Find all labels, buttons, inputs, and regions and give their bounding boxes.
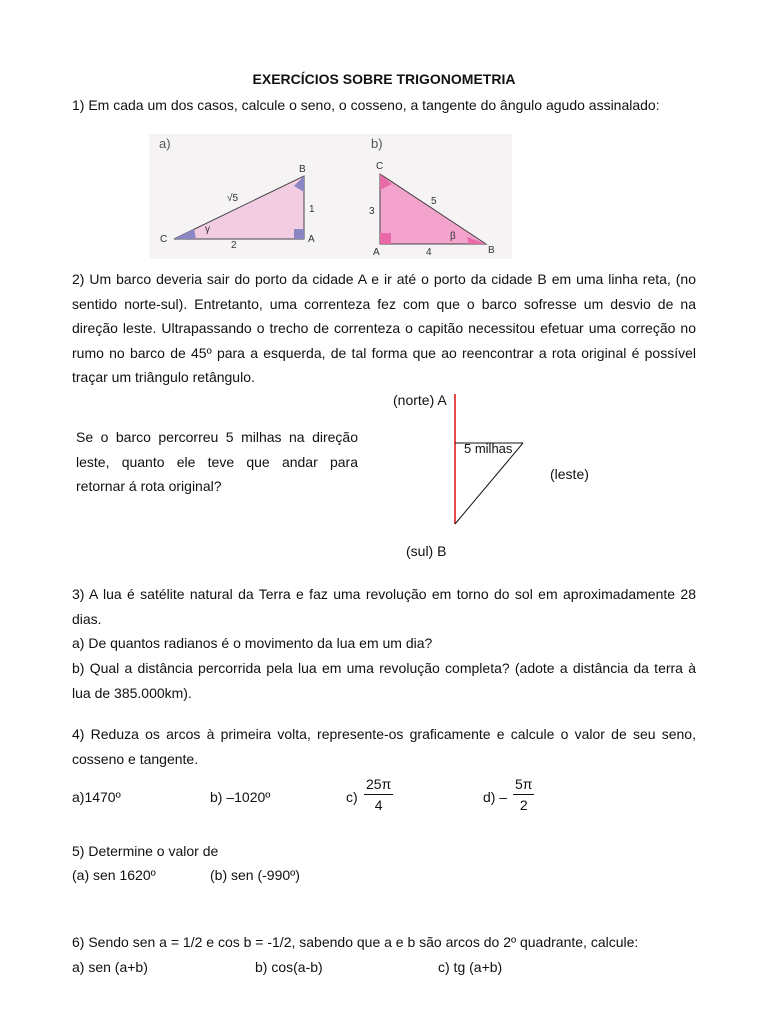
fig-a-vertex-c: C bbox=[160, 234, 168, 245]
question-2-prompt: Se o barco percorreu 5 milhas na direção leste, quanto ele teve que andar para retornar á rota original? bbox=[76, 429, 358, 494]
page-title: EXERCÍCIOS SOBRE TRIGONOMETRIA bbox=[252, 71, 516, 87]
question-5a: (a) sen 1620º bbox=[72, 867, 156, 883]
fraction-c-denominator: 4 bbox=[374, 797, 383, 813]
diagram-north-label: (norte) A bbox=[393, 392, 447, 408]
fraction-25pi-over-4 bbox=[364, 776, 393, 813]
question-3-intro: 3) A lua é satélite natural da Terra e faz uma revolução em torno do sol em aproximadamente 28 dias. bbox=[72, 586, 696, 627]
fraction-d-numerator: 5π bbox=[513, 776, 534, 795]
question-4d-label: d) – bbox=[483, 789, 508, 805]
fig-b-side-base: 4 bbox=[426, 247, 432, 258]
question-4b: b) –1020º bbox=[210, 789, 271, 805]
fig-b-hyp: 5 bbox=[431, 196, 437, 207]
angle-gamma-mark bbox=[174, 229, 196, 239]
fig-b-vertex-c: C bbox=[376, 161, 384, 172]
triangles-svg bbox=[149, 134, 512, 259]
diagram-east-label: (leste) bbox=[550, 466, 589, 482]
question-4a: a)1470º bbox=[72, 789, 121, 805]
question-5-text: 5) Determine o valor de bbox=[72, 843, 219, 859]
diagram-miles-label: 5 milhas bbox=[464, 441, 513, 456]
fig-a-label: a) bbox=[159, 136, 171, 151]
fig-b-vertex-a: A bbox=[373, 247, 380, 258]
question-3a: a) De quantos radianos é o movimento da lua em um dia? bbox=[72, 635, 433, 651]
triangle-figures bbox=[149, 134, 512, 259]
fig-a-vertex-b: B bbox=[299, 164, 306, 175]
question-4c-label: c) bbox=[346, 789, 358, 805]
question-6a: a) sen (a+b) bbox=[72, 959, 148, 975]
fraction-c-numerator: 25π bbox=[364, 776, 393, 795]
question-5b: (b) sen (-990º) bbox=[210, 867, 300, 883]
question-2-text: 2) Um barco deveria sair do porto da cidade A e ir até o porto da cidade B em uma linha reta, (no sentido norte-sul). Entretanto, uma correnteza fez com que o barco sofresse um desvio de na direção leste. Ultrapassando o trecho de correnteza o capitão necessitou efetuar uma correção no rumo no barco de 45º para a esquerda, de tal forma que ao reencontrar a rota original é possível traçar um triângulo retângulo. bbox=[72, 271, 696, 385]
right-angle-b-mark bbox=[380, 233, 391, 244]
question-3b: b) Qual a distância percorrida pela lua em uma revolução completa? (adote a distância da terra à lua de 385.000km). bbox=[72, 660, 696, 701]
fig-a-hyp: √5 bbox=[227, 193, 239, 204]
question-1-text: 1) Em cada um dos casos, calcule o seno, o cosseno, a tangente do ângulo agudo assinalado: bbox=[72, 97, 660, 113]
fig-a-side-base: 2 bbox=[231, 240, 237, 251]
fig-b-label: b) bbox=[371, 136, 383, 151]
fraction-d-denominator: 2 bbox=[519, 797, 528, 813]
fig-a-side-vert: 1 bbox=[309, 204, 315, 215]
fig-a-angle: γ bbox=[205, 224, 210, 235]
question-4-text: 4) Reduza os arcos à primeira volta, represente-os graficamente e calcule o valor de seu seno, cosseno e tangente. bbox=[72, 726, 696, 767]
fig-a-vertex-a: A bbox=[308, 234, 315, 245]
right-angle-a-mark bbox=[294, 229, 304, 239]
fig-b-vertex-b: B bbox=[488, 245, 495, 256]
question-6-text: 6) Sendo sen a = 1/2 e cos b = -1/2, sabendo que a e b são arcos do 2º quadrante, calcule: bbox=[72, 934, 639, 950]
route-diagram bbox=[450, 392, 530, 526]
question-6c: c) tg (a+b) bbox=[438, 959, 503, 975]
fig-b-side-vert: 3 bbox=[369, 206, 375, 217]
diagram-south-label: (sul) B bbox=[406, 543, 447, 559]
fraction-5pi-over-2 bbox=[513, 776, 534, 813]
triangle-b bbox=[380, 174, 486, 244]
fig-b-angle: β bbox=[450, 231, 456, 242]
question-6b: b) cos(a-b) bbox=[255, 959, 323, 975]
